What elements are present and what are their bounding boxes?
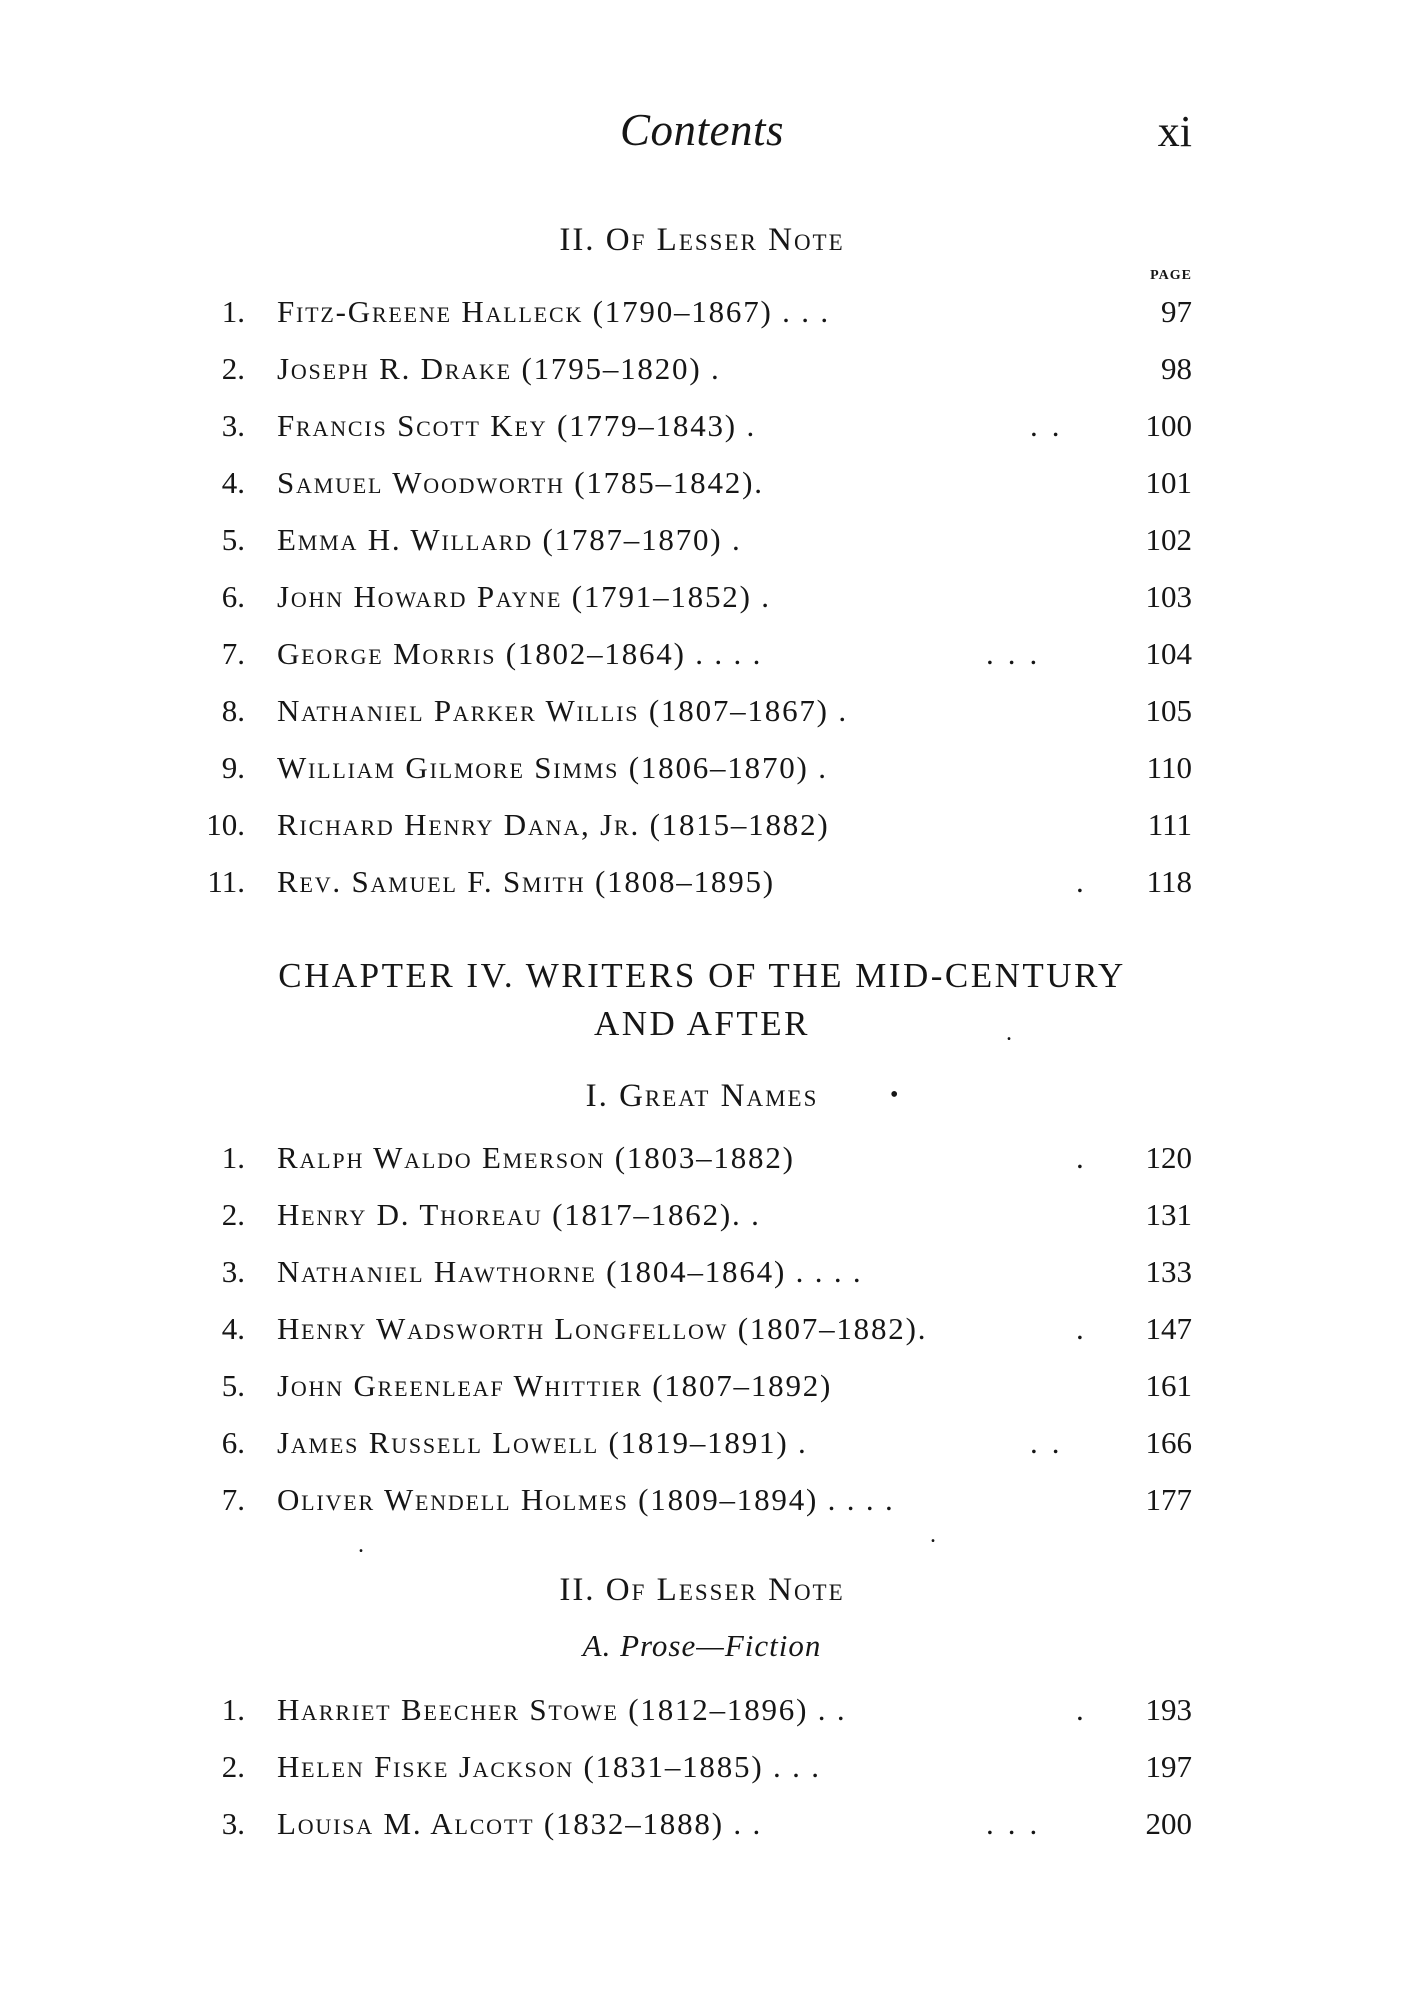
entry-page: 161	[1145, 1368, 1192, 1403]
entry-number: 7.	[221, 1482, 245, 1517]
toc-entry[interactable]	[0, 516, 1404, 573]
entry-title: Richard Henry Dana, Jr. (1815–1882)	[277, 807, 830, 842]
entry-page: 102	[1145, 522, 1192, 557]
subsection-heading: A. Prose—Fiction	[582, 1628, 822, 1663]
toc-entry[interactable]	[0, 402, 1404, 459]
toc-entry[interactable]	[0, 687, 1404, 744]
entry-page: 101	[1145, 465, 1192, 500]
toc-entry[interactable]	[0, 1800, 1404, 1857]
entry-title: Henry D. Thoreau (1817–1862). .	[277, 1197, 761, 1232]
dot-leader: ...	[986, 1806, 1052, 1841]
entry-number: 7.	[221, 636, 245, 671]
dot-leader: ...	[986, 636, 1052, 671]
entry-page: 105	[1145, 693, 1192, 728]
entry-number: 3.	[221, 1806, 245, 1841]
entry-page: 111	[1147, 807, 1192, 842]
entry-number: 1.	[221, 1692, 245, 1727]
entry-title: Samuel Woodworth (1785–1842).	[277, 465, 764, 500]
entry-page: 197	[1145, 1749, 1192, 1784]
toc-entry[interactable]	[0, 459, 1404, 516]
toc-entry[interactable]	[0, 1191, 1404, 1248]
entry-title: Joseph R. Drake (1795–1820) .	[277, 351, 721, 386]
entry-title: Harriet Beecher Stowe (1812–1896) . .	[277, 1692, 847, 1727]
dot-leader: .	[1076, 1692, 1098, 1727]
page-number: xi	[1157, 107, 1192, 156]
toc-entry[interactable]	[0, 744, 1404, 801]
running-title: Contents	[619, 105, 784, 155]
entry-page: 147	[1145, 1311, 1192, 1346]
toc-list-prose-fiction	[0, 1686, 1404, 1857]
section-heading-lesser-note: II. Of Lesser Note	[559, 222, 845, 258]
entry-page: 110	[1146, 750, 1192, 785]
entry-title: John Greenleaf Whittier (1807–1892)	[277, 1368, 833, 1403]
toc-list-great-names	[0, 1134, 1404, 1533]
entry-page: 200	[1145, 1806, 1192, 1841]
dot-leader: ..	[1030, 408, 1074, 443]
entry-title: Rev. Samuel F. Smith (1808–1895)	[277, 864, 775, 899]
toc-entry[interactable]	[0, 345, 1404, 402]
entry-title: Ralph Waldo Emerson (1803–1882)	[277, 1140, 795, 1175]
entry-page: 193	[1145, 1692, 1192, 1727]
chapter-heading-line-2: AND AFTER	[594, 1004, 810, 1043]
entry-title: George Morris (1802–1864) . . . .	[277, 636, 763, 671]
toc-entry[interactable]	[0, 288, 1404, 345]
entry-number: 1.	[221, 294, 245, 329]
entry-page: 118	[1146, 864, 1192, 899]
entry-number: 1.	[221, 1140, 245, 1175]
entry-number: 3.	[221, 1254, 245, 1289]
toc-list-lesser-note	[0, 288, 1404, 915]
toc-entry[interactable]	[0, 1743, 1404, 1800]
toc-entry[interactable]	[0, 858, 1404, 915]
entry-page: 104	[1145, 636, 1192, 671]
stray-mark: •	[890, 1082, 899, 1108]
entry-page: 177	[1145, 1482, 1192, 1517]
section-heading-great-names: I. Great Names	[585, 1078, 819, 1114]
entry-number: 4.	[221, 465, 245, 500]
entry-page: 166	[1145, 1425, 1192, 1460]
entry-page: 100	[1145, 408, 1192, 443]
entry-number: 5.	[221, 522, 245, 557]
stray-mark: .	[358, 1532, 364, 1558]
entry-title: Emma H. Willard (1787–1870) .	[277, 522, 742, 557]
entry-number: 6.	[221, 1425, 245, 1460]
entry-number: 8.	[221, 693, 245, 728]
entry-page: 98	[1161, 351, 1192, 386]
entry-title: Francis Scott Key (1779–1843) .	[277, 408, 757, 443]
dot-leader: .	[1076, 1140, 1098, 1175]
entry-number: 2.	[221, 1749, 245, 1784]
entry-title: Helen Fiske Jackson (1831–1885) . . .	[277, 1749, 821, 1784]
dot-leader: .	[1076, 1311, 1098, 1346]
entry-title: Oliver Wendell Holmes (1809–1894) . . . .	[277, 1482, 895, 1517]
toc-entry[interactable]	[0, 1686, 1404, 1743]
toc-entry[interactable]	[0, 573, 1404, 630]
entry-number: 2.	[221, 1197, 245, 1232]
entry-number: 4.	[221, 1311, 245, 1346]
entry-title: Nathaniel Hawthorne (1804–1864) . . . .	[277, 1254, 863, 1289]
entry-page: 131	[1145, 1197, 1192, 1232]
entry-title: Louisa M. Alcott (1832–1888) . .	[277, 1806, 763, 1841]
entry-title: Fitz-Greene Halleck (1790–1867) . . .	[277, 294, 830, 329]
entry-title: William Gilmore Simms (1806–1870) .	[277, 750, 828, 785]
toc-entry[interactable]	[0, 1134, 1404, 1191]
entry-title: James Russell Lowell (1819–1891) .	[277, 1425, 808, 1460]
dot-leader: .	[1076, 864, 1098, 899]
dot-leader: ..	[1030, 1425, 1074, 1460]
entry-number: 6.	[221, 579, 245, 614]
entry-title: John Howard Payne (1791–1852) .	[277, 579, 771, 614]
entry-page: 120	[1145, 1140, 1192, 1175]
entry-title: Henry Wadsworth Longfellow (1807–1882).	[277, 1311, 928, 1346]
page-column-label: PAGE	[1150, 268, 1192, 283]
entry-title: Nathaniel Parker Willis (1807–1867) .	[277, 693, 848, 728]
stray-mark: .	[1006, 1020, 1012, 1046]
stray-mark: .	[930, 1522, 936, 1548]
toc-entry[interactable]	[0, 801, 1404, 858]
entry-number: 9.	[221, 750, 245, 785]
entry-number: 2.	[221, 351, 245, 386]
entry-number: 3.	[221, 408, 245, 443]
toc-entry[interactable]	[0, 1248, 1404, 1305]
toc-entry[interactable]	[0, 1305, 1404, 1362]
toc-entry[interactable]	[0, 1419, 1404, 1476]
section-heading-lesser-note-2: II. Of Lesser Note	[559, 1572, 845, 1608]
toc-entry[interactable]	[0, 1362, 1404, 1419]
entry-number: 10.	[206, 807, 245, 842]
entry-number: 5.	[221, 1368, 245, 1403]
toc-entry[interactable]	[0, 630, 1404, 687]
chapter-heading	[0, 952, 1404, 1048]
chapter-heading-line-1: CHAPTER IV. WRITERS OF THE MID-CENTURY	[278, 956, 1126, 995]
entry-page: 97	[1161, 294, 1192, 329]
entry-number: 11.	[207, 864, 245, 899]
entry-page: 133	[1145, 1254, 1192, 1289]
toc-entry[interactable]	[0, 1476, 1404, 1533]
entry-page: 103	[1145, 579, 1192, 614]
